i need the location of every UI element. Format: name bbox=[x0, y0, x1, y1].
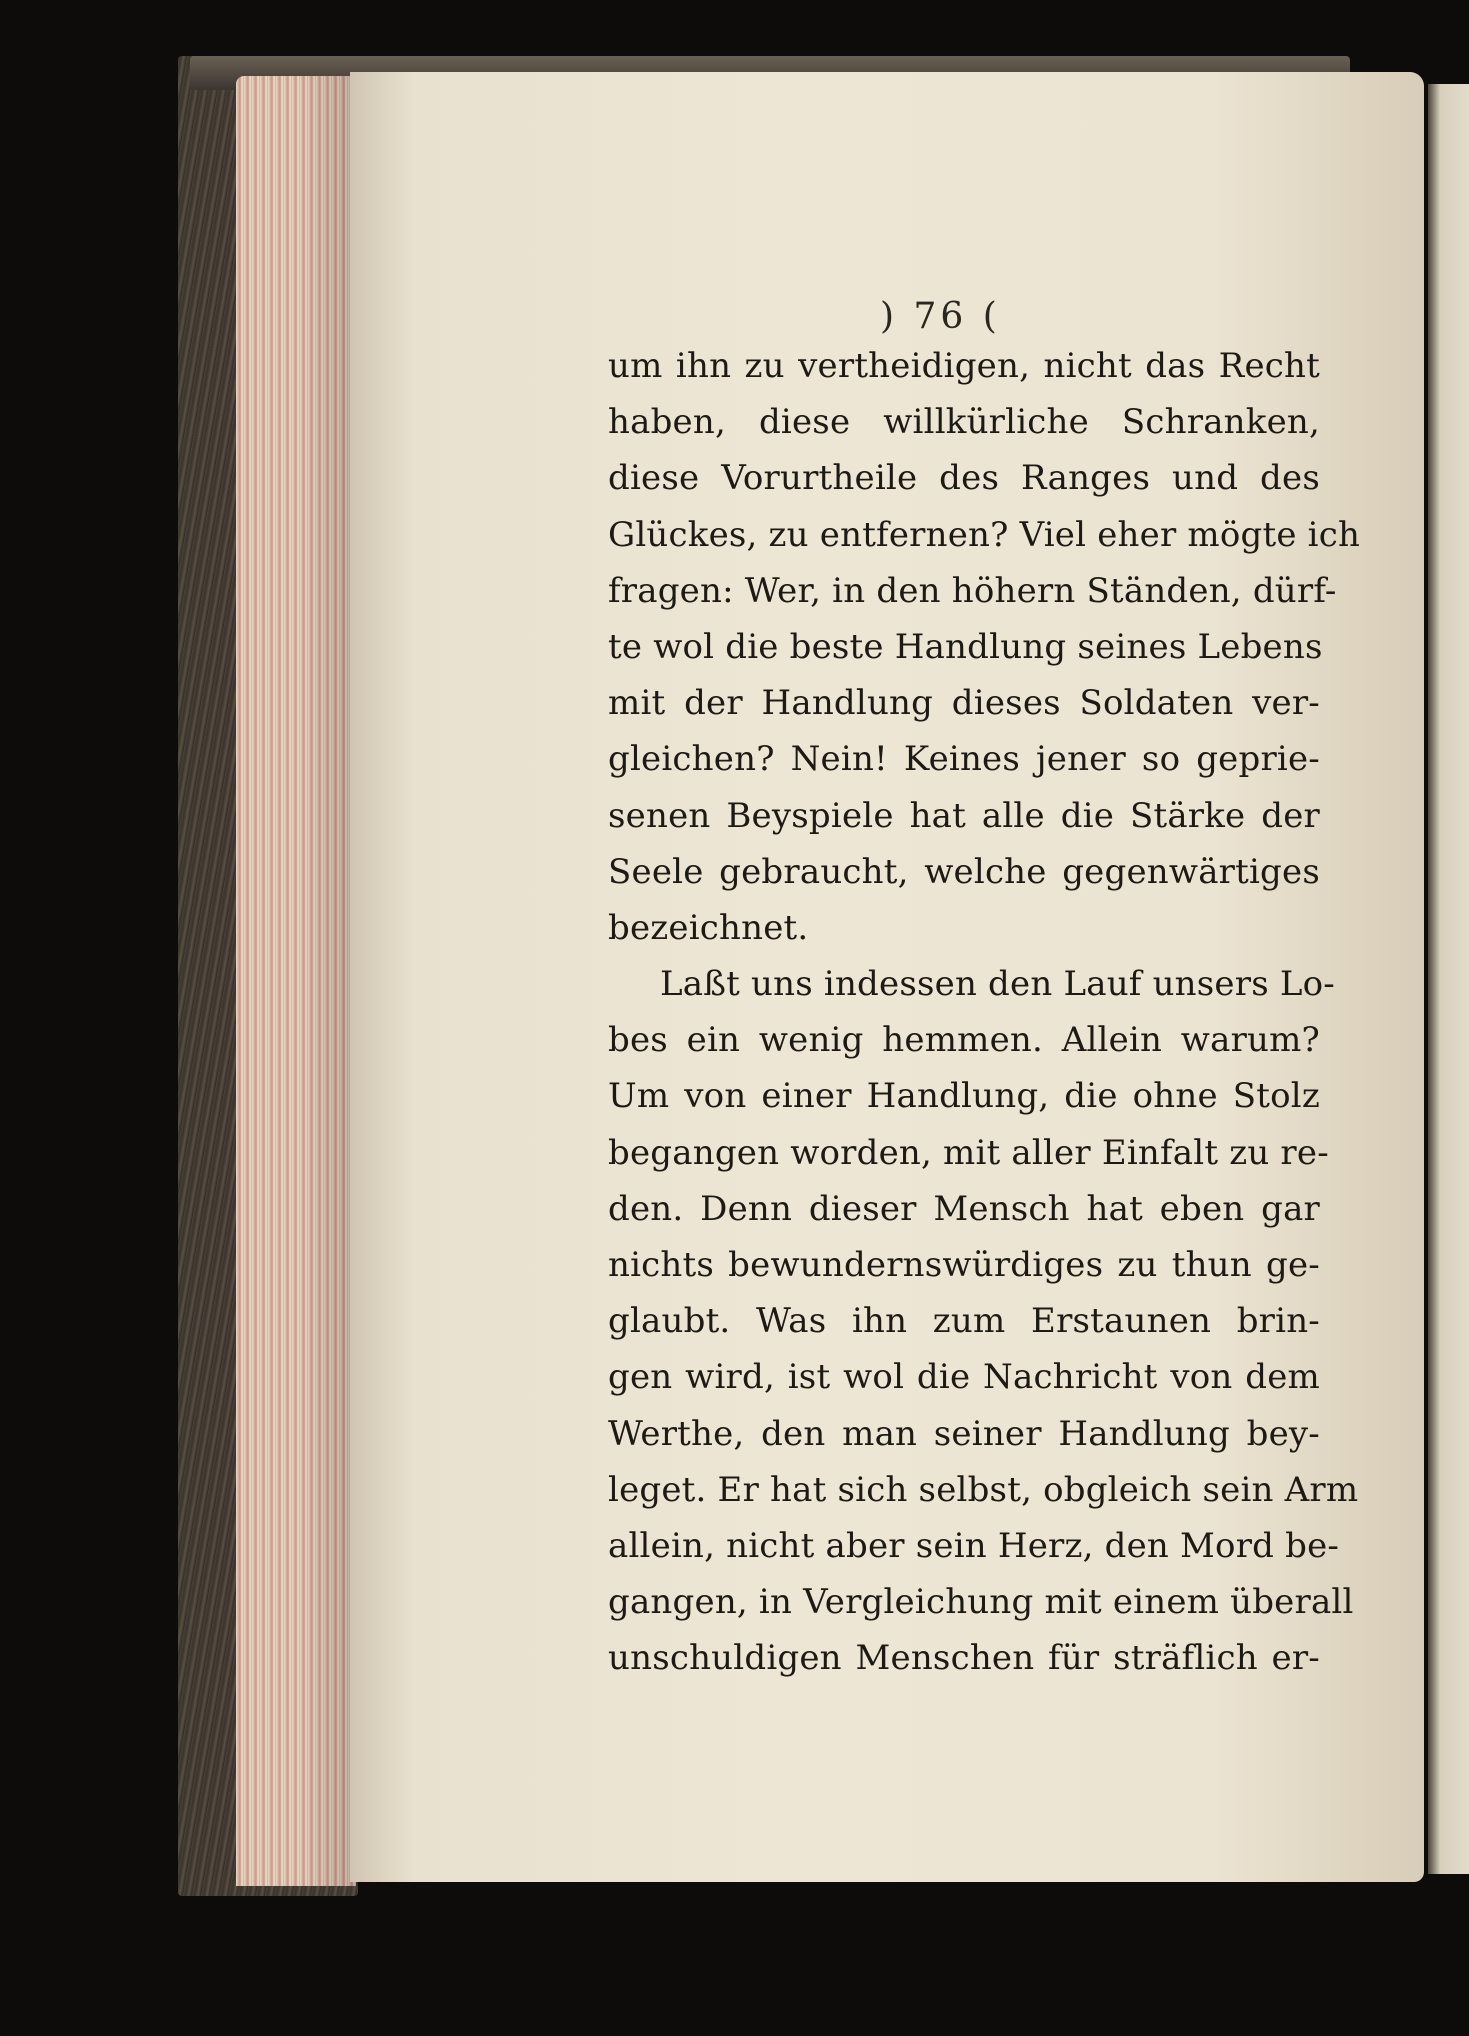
text-line: gangen, in Vergleichung mit einem überall bbox=[608, 1582, 1354, 1623]
text-line: nichts bewundernswürdiges zu thun ge- bbox=[608, 1245, 1320, 1285]
text-line: senen Beyspiele hat alle die Stärke der bbox=[608, 795, 1320, 836]
text-line: mit der Handlung dieses Soldaten ver- bbox=[608, 683, 1320, 724]
text-line: bes ein wenig hemmen. Allein warum? bbox=[608, 1020, 1320, 1061]
page-number-header: ) 76 ( bbox=[880, 296, 1001, 337]
text-line: te wol die beste Handlung seines Lebens bbox=[608, 626, 1323, 667]
text-line: unschuldigen Menschen für sträflich er- bbox=[608, 1638, 1320, 1679]
text-line: diese Vorurtheile des Ranges und des bbox=[608, 458, 1320, 499]
text-line: den. Denn dieser Mensch hat eben gar bbox=[608, 1188, 1320, 1229]
text-line: glaubt. Was ihn zum Erstaunen brin- bbox=[608, 1301, 1320, 1342]
text-line: Laßt uns indessen den Lauf unsers Lo- bbox=[660, 964, 1335, 1005]
text-line: gen wird, ist wol die Nachricht von dem bbox=[608, 1357, 1320, 1398]
body-text bbox=[608, 296, 1361, 1687]
next-page-edge bbox=[1428, 84, 1469, 1874]
text-line: Glückes, zu entfernen? Viel eher mögte ich bbox=[608, 514, 1361, 555]
text-line: fragen: Wer, in den höhern Ständen, dürf- bbox=[608, 570, 1337, 611]
text-line: leget. Er hat sich selbst, obgleich sein Arm bbox=[608, 1469, 1359, 1510]
text-line: Seele gebraucht, welche gegenwärtiges bbox=[608, 851, 1320, 892]
text-line: um ihn zu vertheidigen, nicht das Recht bbox=[608, 346, 1320, 386]
text-line: Um von einer Handlung, die ohne Stolz bbox=[608, 1076, 1320, 1117]
text-line: Werthe, den man seiner Handlung bey- bbox=[608, 1413, 1320, 1454]
text-line: bezeichnet. bbox=[608, 907, 809, 948]
text-line: begangen worden, mit aller Einfalt zu re- bbox=[608, 1132, 1329, 1173]
text-line: allein, nicht aber sein Herz, den Mord be- bbox=[608, 1525, 1340, 1566]
text-line: haben, diese willkürliche Schranken, bbox=[608, 402, 1320, 443]
text-line: gleichen? Nein! Keines jener so geprie- bbox=[608, 739, 1320, 780]
